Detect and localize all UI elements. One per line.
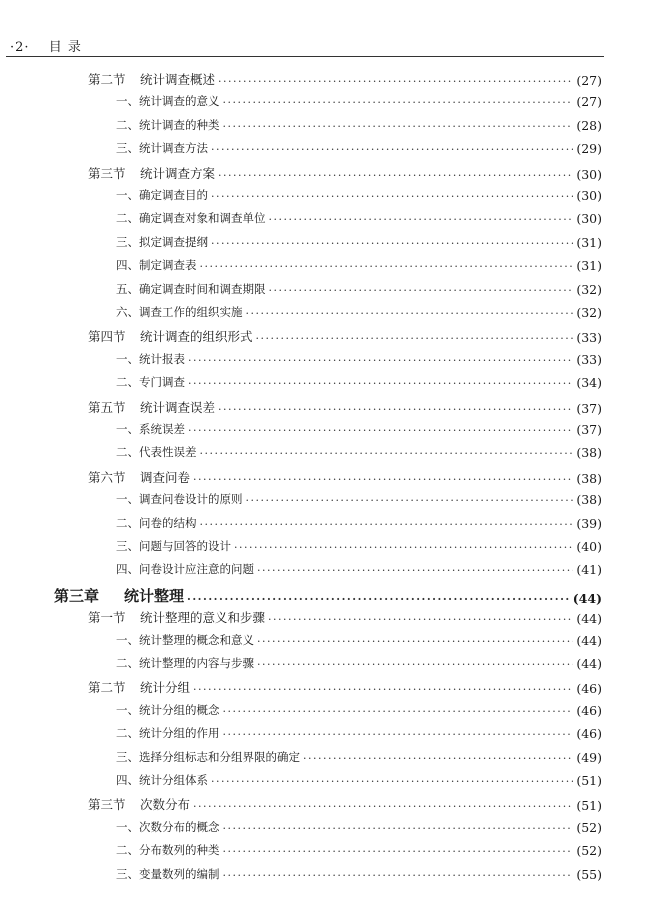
toc-entry-label [88,678,190,696]
toc-entry-label [88,608,265,626]
dot-leader [268,613,573,626]
toc-entry-title: 五、确定调查时间和调查期限 [116,281,266,296]
dot-leader [188,377,573,390]
toc-item-entry [116,515,602,531]
toc-entry-number: 第二节 [88,72,126,87]
toc-item-entry [116,234,602,250]
toc-entry-number: 第六节 [88,469,126,485]
toc-entry-title: 一、确定调查目的 [116,188,208,202]
toc-entry-number: 第四节 [88,329,126,345]
toc-entry-label [116,351,185,367]
toc-entry-title: 二、统计分组的作用 [116,726,220,741]
toc-entry-title: 二、问卷的结构 [116,515,197,530]
toc-page-number: (46) [576,726,602,742]
toc-item-entry [116,632,602,648]
dot-leader [269,284,574,297]
dot-leader [211,237,573,250]
toc-entry-label [88,468,190,486]
toc-entry-title: 二、确定调查对象和调查单位 [116,211,266,226]
toc-page-number: (46) [576,702,602,718]
toc-entry-title: 统计分组 [140,680,191,696]
header-rule [6,56,604,57]
toc-item-entry [116,374,602,390]
dot-leader [223,728,574,741]
dot-leader [193,473,573,486]
toc-entry-label [116,374,185,390]
dot-leader [303,752,573,765]
toc-entry-label [88,795,190,813]
dot-leader [218,169,573,182]
dot-leader [256,332,574,345]
dot-leader [223,120,574,133]
toc-item-entry [116,842,602,858]
toc-page-number: (51) [576,798,602,814]
toc-page-number: (44) [576,611,602,627]
toc-entry-title: 一、统计分组的概念 [116,702,220,717]
toc-entry-title: 四、统计分组体系 [116,773,208,787]
toc-item-entry [116,421,602,437]
toc-entry-title: 三、变量数列的编制 [116,866,220,881]
dot-leader [257,658,573,671]
toc-item-entry [116,866,602,882]
toc-page-number: (40) [576,539,602,554]
toc-entry-label [116,421,185,437]
toc-page-number: (52) [576,819,602,835]
toc-entry-number: 第三节 [88,797,126,813]
toc-page-number: (31) [576,258,602,274]
toc-entry-number: 第一节 [88,610,126,626]
toc-entry-title: 三、问题与回答的设计 [116,539,231,553]
toc-entry-label [116,772,208,788]
toc-page-number: (33) [576,330,602,346]
dot-leader [200,260,574,273]
toc-item-entry [116,655,602,671]
dot-leader [257,564,573,577]
toc-page-number: (37) [576,422,602,437]
toc-entry-title: 三、拟定调查提纲 [116,234,208,249]
dot-leader [223,96,574,109]
toc-section-entry [88,795,602,813]
toc-entry-title: 一、次数分布的概念 [116,819,220,834]
page-number: ·2· [10,40,30,55]
toc-entry-label [116,257,197,273]
toc-section-entry [88,678,602,696]
toc-item-entry [116,725,602,741]
toc-section-entry [88,468,602,486]
toc-entry-label [116,655,254,671]
toc-entry-label [116,725,220,741]
toc-entry-label [54,585,184,606]
dot-leader [188,354,573,367]
toc-item-entry [116,281,602,297]
toc-page-number: (38) [576,445,602,461]
toc-entry-title: 统计调查概述 [140,72,216,87]
toc-page-number: (37) [576,400,602,416]
dot-leader [200,518,574,531]
toc-page-number: (30) [576,166,602,182]
toc-item-entry [116,444,602,460]
toc-section-entry [88,70,602,88]
toc-page-number: (49) [576,749,602,765]
dot-leader [223,822,574,835]
toc-item-entry [116,210,602,226]
toc-page-number: (39) [576,515,602,531]
toc-chapter-entry [54,585,602,606]
dot-leader [200,447,574,460]
toc-item-entry [116,538,602,554]
dot-leader [234,541,573,554]
toc-page-number: (55) [576,866,602,882]
toc-entry-title: 一、调查问卷设计的原则 [116,492,243,507]
toc-section-entry [88,398,602,416]
toc-page-number: (27) [576,73,602,88]
header-title: 目 录 [48,40,82,55]
dot-leader [193,683,573,696]
toc-page-number: (32) [576,281,602,297]
toc-entry-label [116,515,197,531]
toc-entry-label [116,819,220,835]
toc-entry-title: 一、统计报表 [116,351,185,366]
toc-entry-label [116,93,220,109]
toc-entry-title: 二、代表性误差 [116,445,197,460]
toc-entry-label [116,117,220,133]
toc-item-entry [116,351,602,367]
toc-page-number: (32) [576,305,602,320]
toc-entry-label [116,842,220,858]
dot-leader [223,705,574,718]
toc-item-entry [116,491,602,507]
toc-page-number: (34) [576,375,602,391]
toc-entry-label [116,234,208,250]
dot-leader [211,143,573,156]
toc-entry-title: 一、统计整理的概念和意义 [116,632,254,647]
toc-entry-number: 第二节 [88,680,126,696]
dot-leader [211,775,573,788]
toc-page-number: (38) [576,492,602,508]
toc-item-entry [116,140,602,156]
toc-entry-label [116,140,208,156]
toc-entry-title: 次数分布 [140,797,191,813]
toc-page-number: (31) [576,234,602,250]
toc-page-number: (44) [572,590,602,606]
toc-entry-number: 第三节 [88,165,126,181]
toc-entry-title: 调查问卷 [140,469,191,485]
toc-entry-title: 四、问卷设计应注意的问题 [116,562,254,577]
toc-entry-title: 三、选择分组标志和分组界限的确定 [116,749,300,764]
toc-item-entry [116,772,602,788]
dot-leader [218,403,573,416]
toc-section-entry [88,608,602,626]
toc-item-entry [116,561,602,577]
toc-entry-label [116,444,197,460]
toc-item-entry [116,749,602,765]
toc-entry-title: 三、统计调查方法 [116,141,208,156]
dot-leader [187,593,570,606]
toc-entry-label [116,702,220,718]
toc-page-number: (27) [576,94,602,110]
dot-leader [246,494,574,507]
toc-page-number: (38) [576,470,602,486]
toc-entry-label [116,210,266,226]
toc-entry-label [88,70,215,88]
toc-entry-title: 二、分布数列的种类 [116,843,220,858]
toc-entry-label [88,327,253,345]
toc-page-number: (28) [576,117,602,133]
toc-page-number: (51) [576,773,602,788]
running-header [10,36,82,55]
toc-entry-title: 统计整理的意义和步骤 [140,610,266,626]
toc-item-entry [116,702,602,718]
toc-entry-title: 一、统计调查的意义 [116,94,220,109]
toc-page-number: (44) [576,656,602,671]
toc-entry-label [116,187,208,203]
toc-entry-title: 统计调查误差 [140,399,216,415]
toc-page-number: (29) [576,141,602,157]
dot-leader [269,213,574,226]
toc-page-number: (41) [576,562,602,578]
toc-item-entry [116,117,602,133]
toc-entry-label [116,866,220,882]
toc-entry-label [116,749,300,765]
toc-entry-label [116,491,243,507]
toc-page-number: (30) [576,188,602,203]
toc-entry-title: 一、系统误差 [116,422,185,436]
toc-entry-title: 二、专门调查 [116,375,185,390]
toc-entry-label [88,164,215,182]
toc-entry-title: 四、制定调查表 [116,258,197,273]
dot-leader [223,869,574,882]
toc-entry-label [116,561,254,577]
toc-entry-label [88,398,215,416]
toc-entry-number: 第五节 [88,399,126,415]
dot-leader [257,635,573,648]
dot-leader [223,845,574,858]
toc-entry-title: 六、调查工作的组织实施 [116,305,243,319]
toc-entry-number: 第三章 [54,586,100,605]
toc-item-entry [116,93,602,109]
toc-page-number: (33) [576,351,602,367]
toc-entry-title: 统计调查方案 [140,165,216,181]
toc-entry-label [116,304,243,320]
toc-page-number: (44) [576,632,602,648]
toc-item-entry [116,304,602,320]
toc-entry-title: 统计调查的组织形式 [140,329,253,345]
toc-item-entry [116,819,602,835]
dot-leader [218,75,573,88]
toc-entry-title: 统计整理 [124,586,185,605]
toc-page-number: (52) [576,843,602,859]
dot-leader [211,190,573,203]
dot-leader [246,307,574,320]
toc-entry-label [116,281,266,297]
toc-section-entry [88,164,602,182]
toc-entry-title: 二、统计调查的种类 [116,117,220,132]
toc-page-number: (30) [576,211,602,227]
toc-entry-label [116,538,231,554]
toc-entry-label [116,632,254,648]
toc-section-entry [88,327,602,345]
dot-leader [193,800,573,813]
toc-item-entry [116,257,602,273]
toc-item-entry [116,187,602,203]
dot-leader [188,424,573,437]
toc-page-number: (46) [576,681,602,697]
toc-entry-title: 二、统计整理的内容与步骤 [116,656,254,670]
